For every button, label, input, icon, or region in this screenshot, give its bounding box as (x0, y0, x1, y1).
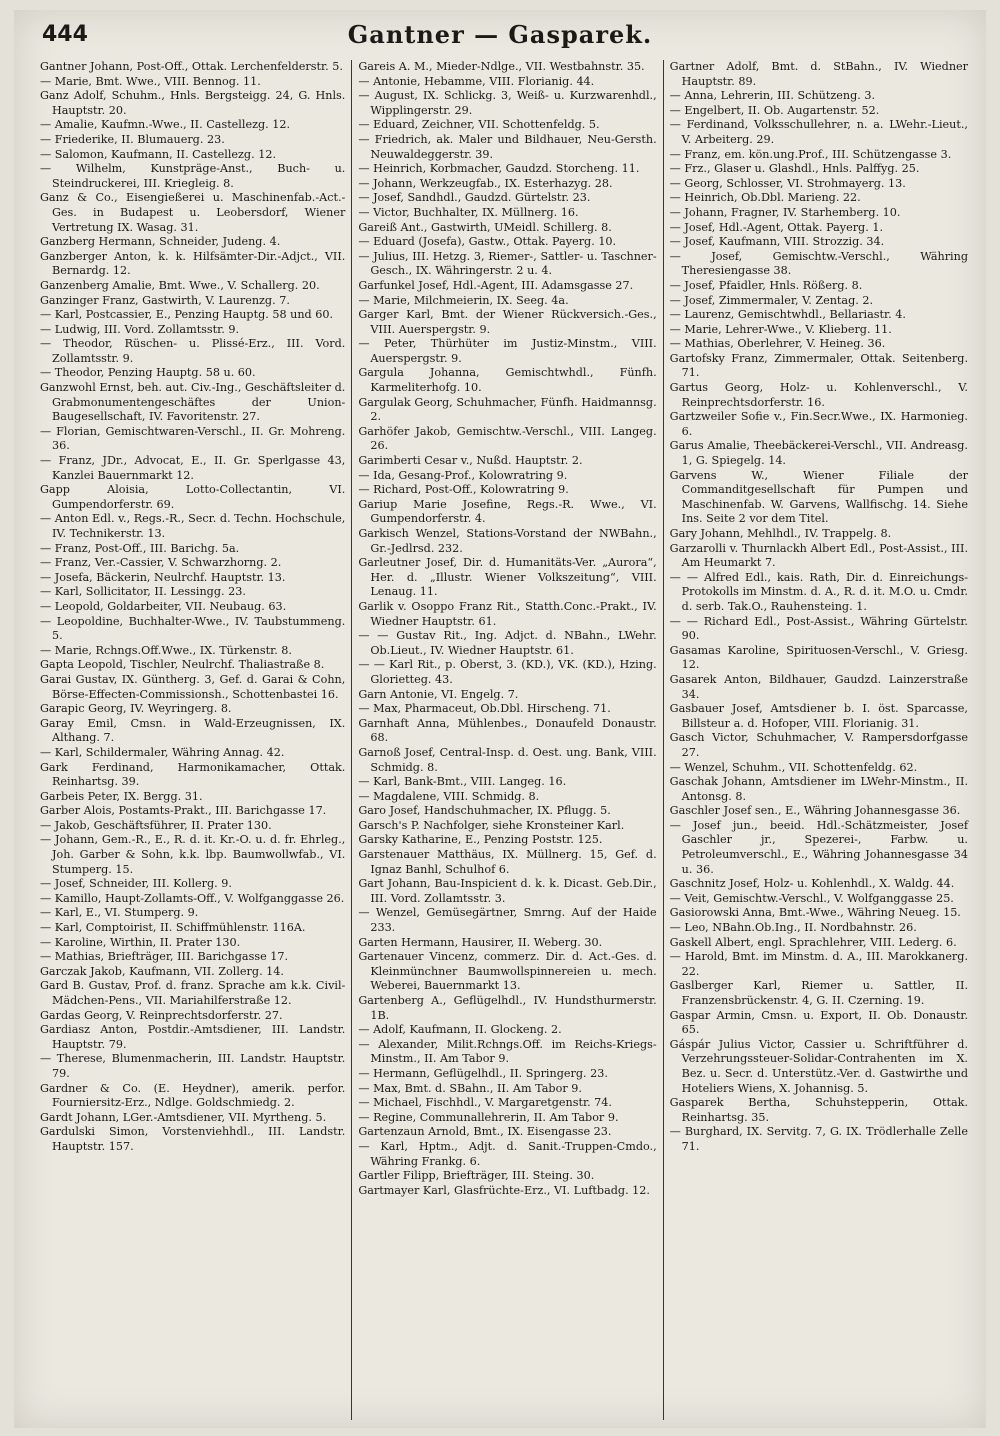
directory-entry: — Michael, Fischhdl., V. Margaretgenstr. 74. (358, 1096, 612, 1110)
directory-entry: Gapp Aloisia, Lotto-Collectantin, VI. Gumpendorferstr. 69. (40, 483, 346, 511)
directory-entry: Garber Alois, Postamts-Prakt., III. Barichgasse 17. (40, 804, 327, 818)
directory-entry: — Laurenz, Gemischtwhdl., Bellariastr. 4. (669, 308, 906, 322)
directory-entry: — August, IX. Schlickg. 3, Weiß- u. Kurzwarenhdl., Wipplingerstr. 29. (358, 89, 657, 117)
directory-entry: Garimberti Cesar v., Nußd. Hauptstr. 2. (358, 454, 583, 468)
directory-entry: — Karoline, Wirthin, II. Prater 130. (40, 935, 241, 949)
directory-entry: Garo Josef, Handschuhmacher, IX. Pflugg. 5. (358, 804, 611, 818)
directory-entry: Garai Gustav, IX. Güntherg. 3, Gef. d. Garai & Cohn, Börse-Effecten-Commissionsh., Schottenbastei 16. (40, 672, 346, 701)
directory-entry: — — Gustav Rit., Ing. Adjct. d. NBahn., LWehr. Ob.Lieut., IV. Wiedner Hauptstr. 61. (358, 629, 657, 657)
directory-entry: — Josef jun., beeid. Hdl.-Schätzmeister, Josef Gaschler jr., Spezerei-, Farbw. u. Petroleumverschl., E., Währing Johannesgasse 34 u. 36. (669, 818, 968, 876)
directory-entry: — Johann, Gem.-R., E., R. d. it. Kr.-O. u. d. fr. Ehrleg., Joh. Garber & Sohn, k.k. lbp. Baumwollwfab., VI. Stumperg. 15. (40, 833, 346, 876)
directory-entry: Garapic Georg, IV. Weyringerg. 8. (40, 702, 232, 716)
directory-entry: Gartenauer Vincenz, commerz. Dir. d. Act.-Ges. d. Kleinmünchner Baumwollspinnereien u. mech. Weberei, Bauernmarkt 13. (358, 950, 657, 993)
directory-entry: — Marie, Bmt. Wwe., VIII. Bennog. 11. (40, 74, 261, 88)
directory-entry: — Karl, Schildermaler, Währing Annag. 42. (40, 745, 285, 759)
directory-entry: Garstenauer Matthäus, IX. Müllnerg. 15, Gef. d. Ignaz Banhl, Schulhof 6. (358, 848, 657, 876)
directory-entry: — Josef, Gemischtw.-Verschl., Währing Theresiengasse 38. (669, 249, 968, 278)
directory-entry: — Frz., Glaser u. Glashdl., Hnls. Palffyg. 25. (669, 162, 920, 176)
directory-entry: — Eduard (Josefa), Gastw., Ottak. Payerg. 10. (358, 235, 617, 249)
directory-entry: Gaskell Albert, engl. Sprachlehrer, VIII. Lederg. 6. (669, 935, 957, 949)
directory-entry: — Anna, Lehrerin, III. Schützeng. 3. (669, 89, 876, 103)
directory-entry: Garus Amalie, Theebäckerei-Verschl., VII. Andreasg. 1, G. Spiegelg. 14. (669, 439, 968, 468)
directory-entry: — Kamillo, Haupt-Zollamts-Off., V. Wolfganggasse 26. (40, 891, 345, 905)
column-1 (40, 60, 351, 1420)
directory-entry: — Johann, Werkzeugfab., IX. Esterhazyg. 28. (358, 176, 613, 190)
directory-entry: Gasparek Bertha, Schuhstepperin, Ottak. Reinhartsg. 35. (669, 1096, 968, 1124)
directory-entry: — Franz, JDr., Advocat, E., II. Gr. Sperlgasse 43, Kanzlei Bauernmarkt 12. (40, 454, 346, 482)
directory-entry: — Ludwig, III. Vord. Zollamtsstr. 9. (40, 322, 240, 336)
directory-entry: — Max, Pharmaceut, Ob.Dbl. Hirscheng. 71. (358, 702, 611, 716)
column-3 (663, 60, 974, 1420)
directory-entry: — Josef, Kaufmann, VIII. Strozzig. 34. (669, 235, 885, 249)
directory-entry: — Anton Edl. v., Regs.-R., Secr. d. Techn. Hochschule, IV. Technikerstr. 13. (40, 512, 346, 540)
directory-entry: Garczak Jakob, Kaufmann, VII. Zollerg. 14. (40, 964, 284, 978)
directory-entry: Garay Emil, Cmsn. in Wald-Erzeugnissen, IX. Althang. 7. (40, 716, 346, 745)
directory-entry: — Josefa, Bäckerin, Neulrchf. Hauptstr. 13. (40, 570, 286, 584)
directory-entry: — Josef, Sandhdl., Gaudzd. Gürtelstr. 23. (358, 191, 591, 205)
directory-entry: Gargula Johanna, Gemischtwhdl., Fünfh. Karmeliterhofg. 10. (358, 366, 657, 395)
directory-entry: Ganzwohl Ernst, beh. aut. Civ.-Ing., Geschäftsleiter d. Grabmonumentengeschäftes der Union-Baugesellschaft, IV. Favoritenstr. 27. (40, 381, 346, 424)
directory-entry: Gardt Johann, LGer.-Amtsdiener, VII. Myrtheng. 5. (40, 1110, 327, 1124)
directory-entry: — Victor, Buchhalter, IX. Müllnerg. 16. (358, 205, 579, 219)
directory-entry: Gaschler Josef sen., E., Währing Johannesgasse 36. (669, 804, 961, 818)
directory-entry: Gartenzaun Arnold, Bmt., IX. Eisengasse 23. (358, 1125, 612, 1139)
directory-entry: Gaschnitz Josef, Holz- u. Kohlenhdl., X. Waldg. 44. (669, 877, 955, 891)
directory-entry: — Leopold, Goldarbeiter, VII. Neubaug. 63. (40, 599, 287, 613)
directory-entry: Gáspár Julius Victor, Cassier u. Schriftführer d. Verzehrungssteuer-Solidar-Contrahenten im X. Bez. u. Secr. d. Unterstütz.-Ver. d. Gastwirthe und Hoteliers Wiens, X. Johannisg. 5. (669, 1037, 968, 1095)
directory-entry: Gaspar Armin, Cmsn. u. Export, II. Ob. Donaustr. 65. (669, 1008, 968, 1037)
directory-entry: — Franz, Post-Off., III. Barichg. 5a. (40, 541, 240, 555)
directory-entry: — Marie, Rchngs.Off.Wwe., IX. Türkenstr. 8. (40, 643, 292, 657)
directory-entry: — Marie, Lehrer-Wwe., V. Klieberg. 11. (669, 322, 892, 336)
directory-entry: — Franz, Ver.-Cassier, V. Schwarzhorng. 2. (40, 556, 282, 570)
page-header (14, 16, 986, 58)
directory-entry: Gareis A. M., Mieder-Ndlge., VII. Westbahnstr. 35. (358, 60, 645, 73)
directory-entry: Garzarolli v. Thurnlackh Albert Edl., Post-Assist., III. Am Heumarkt 7. (669, 541, 968, 570)
directory-entry: — Karl, E., VI. Stumperg. 9. (40, 906, 199, 920)
directory-entry: Garvens W., Wiener Filiale der Commanditgesellschaft für Pumpen und Maschinenfab. W. Garvens, Wallfischg. 14. Siehe Ins. Seite 2 vor dem Titel. (669, 468, 968, 526)
directory-entry: — Karl, Comptoirist, II. Schiffmühlenstr. 116A. (40, 921, 306, 935)
directory-entry: Garsky Katharine, E., Penzing Poststr. 125. (358, 833, 603, 847)
directory-entry: Gart Johann, Bau-Inspicient d. k. k. Dicast. Geb.Dir., III. Vord. Zollamtsstr. 3. (358, 877, 657, 905)
directory-entry: Gasiorowski Anna, Bmt.-Wwe., Währing Neueg. 15. (669, 906, 961, 920)
directory-entry: Gary Johann, Mehlhdl., IV. Trappelg. 8. (669, 527, 892, 540)
directory-entry: — Veit, Gemischtw.-Verschl., V. Wolfganggasse 25. (669, 891, 954, 905)
directory-entry: Gartus Georg, Holz- u. Kohlenverschl., V. Reinprechtsdorferstr. 16. (669, 381, 968, 409)
directory-entry: — Johann, Fragner, IV. Starhemberg. 10. (669, 205, 901, 219)
directory-entry: Gartofsky Franz, Zimmermaler, Ottak. Seitenberg. 71. (669, 351, 968, 380)
directory-entry: Gasamas Karoline, Spirituosen-Verschl., V. Griesg. 12. (669, 643, 968, 672)
directory-entry: — Max, Bmt. d. SBahn., II. Am Tabor 9. (358, 1081, 582, 1095)
directory-entry: — Friederike, II. Blumauerg. 23. (40, 132, 225, 146)
directory-entry: Gardiasz Anton, Postdir.-Amtsdiener, III. Landstr. Hauptstr. 79. (40, 1023, 346, 1051)
directory-entry: — Karl, Postcassier, E., Penzing Hauptg. 58 und 60. (40, 308, 334, 322)
directory-entry: — Karl, Bank-Bmt., VIII. Langeg. 16. (358, 775, 567, 789)
directory-entry: — Josef, Zimmermaler, V. Zentag. 2. (669, 293, 874, 307)
page-number: 444 (42, 22, 88, 47)
directory-entry: Garkisch Wenzel, Stations-Vorstand der NWBahn., Gr.-Jedlrsd. 232. (358, 527, 657, 555)
directory-entry: Gantner Johann, Post-Off., Ottak. Lerchenfelderstr. 5. (40, 60, 343, 73)
directory-entry: — Josef, Pfaidler, Hnls. Rößerg. 8. (669, 278, 863, 292)
directory-entry: Gark Ferdinand, Harmonikamacher, Ottak. Reinhartsg. 39. (40, 760, 346, 789)
directory-entry: Gaslberger Karl, Riemer u. Sattler, II. Franzensbrückenstr. 4, G. II. Czerning. 19. (669, 979, 968, 1007)
directory-entry: — Karl, Hptm., Adjt. d. Sanit.-Truppen-Cmdo., Währing Frankg. 6. (358, 1139, 657, 1168)
directory-entry: Gaschak Johann, Amtsdiener im LWehr-Minstm., II. Antonsg. 8. (669, 775, 968, 803)
directory-entry: Gartler Filipp, Briefträger, III. Steing. 30. (358, 1169, 595, 1183)
directory-entry: Gartenberg A., Geflügelhdl., IV. Hundsthurmerstr. 1B. (358, 994, 657, 1022)
directory-entry: Ganzinger Franz, Gastwirth, V. Laurenzg. 7. (40, 293, 290, 307)
directory-entry: Garnoß Josef, Central-Insp. d. Oest. ung. Bank, VIII. Schmidg. 8. (358, 745, 657, 774)
directory-entry: — Burghard, IX. Servitg. 7, G. IX. Trödlerhalle Zelle 71. (669, 1125, 968, 1153)
directory-entry: — Georg, Schlosser, VI. Strohmayerg. 13. (669, 176, 906, 190)
directory-entry: — Julius, III. Hetzg. 3, Riemer-, Sattler- u. Taschner-Gesch., IX. Währingerstr. 2 u. 4. (358, 249, 657, 278)
directory-entry: — Antonie, Hebamme, VIII. Florianig. 44. (358, 74, 595, 88)
directory-entry: — Wenzel, Schuhm., VII. Schottenfeldg. 62. (669, 760, 918, 774)
directory-entry: Gardner & Co. (E. Heydner), amerik. perfor. Fourniersitz-Erz., Ndlge. Goldschmiedg. 2. (40, 1081, 346, 1110)
directory-entry: Garsch's P. Nachfolger, siehe Kronsteiner Karl. (358, 818, 625, 832)
directory-entry: — Regine, Communallehrerin, II. Am Tabor 9. (358, 1110, 619, 1124)
directory-entry: — Peter, Thürhüter im Justiz-Minstm., VIII. Auerspergstr. 9. (358, 337, 657, 365)
directory-entry: Ganzberger Anton, k. k. Hilfsämter-Dir.-Adjct., VII. Bernardg. 12. (40, 249, 346, 278)
directory-entry: Gariup Marie Josefine, Regs.-R. Wwe., VI. Gumpendorferstr. 4. (358, 497, 657, 526)
directory-entry: — Karl, Sollicitator, II. Lessingg. 23. (40, 585, 246, 599)
directory-entry: Garn Antonie, VI. Engelg. 7. (358, 687, 519, 701)
directory-entry: — Richard, Post-Off., Kolowratring 9. (358, 483, 569, 497)
directory-entry: — Marie, Milchmeierin, IX. Seeg. 4a. (358, 293, 569, 307)
columns (40, 60, 974, 1420)
directory-entry: — Heinrich, Korbmacher, Gaudzd. Storcheng. 11. (358, 162, 640, 176)
directory-entry: — Eduard, Zeichner, VII. Schottenfeldg. 5. (358, 118, 600, 132)
directory-entry: Garlik v. Osoppo Franz Rit., Statth.Conc.-Prakt., IV. Wiedner Hauptstr. 61. (358, 599, 657, 628)
directory-entry: Gardas Georg, V. Reinprechtsdorferstr. 27. (40, 1008, 283, 1022)
directory-entry: — Adolf, Kaufmann, II. Glockeng. 2. (358, 1023, 562, 1037)
directory-entry: Gartzweiler Sofie v., Fin.Secr.Wwe., IX. Harmonieg. 6. (669, 410, 968, 438)
directory-entry: Garbeis Peter, IX. Bergg. 31. (40, 789, 203, 803)
directory-entry: Ganzenberg Amalie, Bmt. Wwe., V. Schallerg. 20. (40, 278, 320, 292)
directory-entry: — — Karl Rit., p. Oberst, 3. (KD.), VK. (KD.), Hzing. Glorietteg. 43. (358, 658, 657, 686)
directory-entry: — Jakob, Geschäftsführer, II. Prater 130. (40, 818, 272, 832)
directory-entry: — Theodor, Rüschen- u. Plissé-Erz., III. Vord. Zollamtsstr. 9. (40, 337, 346, 365)
directory-entry: — Friedrich, ak. Maler und Bildhauer, Neu-Gersth. Neuwaldeggerstr. 39. (358, 132, 657, 161)
directory-entry: Garten Hermann, Hausirer, II. Weberg. 30. (358, 935, 603, 949)
directory-entry: — Heinrich, Ob.Dbl. Marieng. 22. (669, 191, 861, 205)
directory-entry: — Mathias, Oberlehrer, V. Heineg. 36. (669, 337, 886, 351)
directory-entry: Garhöfer Jakob, Gemischtw.-Verschl., VIII. Langeg. 26. (358, 424, 657, 453)
directory-entry: Ganz Adolf, Schuhm., Hnls. Bergsteigg. 24, G. Hnls. Hauptstr. 20. (40, 89, 346, 117)
directory-entry: Gartner Adolf, Bmt. d. StBahn., IV. Wiedner Hauptstr. 89. (669, 60, 968, 88)
directory-entry: — Mathias, Briefträger, III. Barichgasse 17. (40, 950, 289, 964)
directory-entry: — Ferdinand, Volksschullehrer, n. a. LWehr.-Lieut., V. Arbeiterg. 29. (669, 118, 968, 146)
column-2 (351, 60, 662, 1420)
directory-entry: — Franz, em. kön.ung.Prof., III. Schützengasse 3. (669, 147, 952, 161)
directory-entry: Ganzberg Hermann, Schneider, Judeng. 4. (40, 235, 281, 249)
directory-entry: — Josef, Hdl.-Agent, Ottak. Payerg. 1. (669, 220, 883, 234)
directory-entry: Gasch Victor, Schuhmacher, V. Rampersdorfgasse 27. (669, 731, 968, 759)
directory-entry: — Harold, Bmt. im Minstm. d. A., III. Marokkanerg. 22. (669, 950, 968, 978)
directory-entry: — Josef, Schneider, III. Kollerg. 9. (40, 877, 232, 891)
directory-entry: Garleutner Josef, Dir. d. Humanitäts-Ver. „Aurora“, Her. d. „Illustr. Wiener Volkszeitung“, VIII. Lenaug. 11. (358, 556, 657, 599)
directory-entry: — Wenzel, Gemüsegärtner, Smrng. Auf der Haide 233. (358, 906, 657, 935)
directory-entry: — Leo, NBahn.Ob.Ing., II. Nordbahnstr. 26. (669, 921, 917, 935)
directory-entry: — Hermann, Geflügelhdl., II. Springerg. 23. (358, 1066, 608, 1080)
directory-entry: — Florian, Gemischtwaren-Verschl., II. Gr. Mohreng. 36. (40, 424, 346, 453)
directory-page (14, 10, 986, 1428)
directory-entry: — — Alfred Edl., kais. Rath, Dir. d. Einreichungs-Protokolls im Minstm. d. A., R. d. it. M.O. u. Cmdr. d. serb. Tak.O., Rauhensteing. 1. (669, 570, 968, 613)
directory-entry: Garnhaft Anna, Mühlenbes., Donaufeld Donaustr. 68. (358, 716, 657, 745)
directory-entry: — Theodor, Penzing Hauptg. 58 u. 60. (40, 366, 256, 380)
directory-entry: Gapta Leopold, Tischler, Neulrchf. Thaliastraße 8. (40, 658, 325, 672)
directory-entry: — Ida, Gesang-Prof., Kolowratring 9. (358, 468, 568, 482)
directory-entry: — Engelbert, II. Ob. Augartenstr. 52. (669, 103, 880, 117)
directory-entry: Gareiß Ant., Gastwirth, UMeidl. Schillerg. 8. (358, 220, 612, 234)
directory-entry: Gasbauer Josef, Amtsdiener b. I. öst. Sparcasse, Billsteur a. d. Hofoper, VIII. Florianig. 31. (669, 702, 968, 730)
directory-entry: Garfunkel Josef, Hdl.-Agent, III. Adamsgasse 27. (358, 278, 634, 292)
directory-entry: Gargulak Georg, Schuhmacher, Fünfh. Haidmannsg. 2. (358, 395, 657, 424)
directory-entry: — Leopoldine, Buchhalter-Wwe., IV. Taubstummeng. 5. (40, 614, 346, 643)
directory-entry: Ganz & Co., Eisengießerei u. Maschinenfab.-Act.-Ges. in Budapest u. Leobersdorf, Wiener Vertretung IX. Wasag. 31. (40, 191, 346, 234)
directory-entry: — — Richard Edl., Post-Assist., Währing Gürtelstr. 90. (669, 614, 968, 643)
directory-entry: — Alexander, Milit.Rchngs.Off. im Reichs-Kriegs-Minstm., II. Am Tabor 9. (358, 1037, 657, 1066)
directory-entry: — Therese, Blumenmacherin, III. Landstr. Hauptstr. 79. (40, 1052, 346, 1080)
directory-entry: — Wilhelm, Kunstpräge-Anst., Buch- u. Steindruckerei, III. Kriegleig. 8. (40, 162, 346, 190)
running-head: Gantner — Gasparek. (347, 20, 653, 49)
directory-entry: Gasarek Anton, Bildhauer, Gaudzd. Lainzerstraße 34. (669, 672, 968, 701)
directory-entry: — Amalie, Kaufmn.-Wwe., II. Castellezg. 12. (40, 118, 291, 132)
directory-entry: — Magdalene, VIII. Schmidg. 8. (358, 789, 540, 803)
directory-entry: Gard B. Gustav, Prof. d. franz. Sprache am k.k. Civil-Mädchen-Pens., VII. Mariahilferstraße 12. (40, 979, 346, 1007)
directory-entry: Gardulski Simon, Vorstenviehhdl., III. Landstr. Hauptstr. 157. (40, 1125, 346, 1153)
directory-entry: Garger Karl, Bmt. der Wiener Rückversich.-Ges., VIII. Auerspergstr. 9. (358, 308, 657, 336)
directory-entry: — Salomon, Kaufmann, II. Castellezg. 12. (40, 147, 277, 161)
directory-entry: Gartmayer Karl, Glasfrüchte-Erz., VI. Luftbadg. 12. (358, 1183, 650, 1197)
